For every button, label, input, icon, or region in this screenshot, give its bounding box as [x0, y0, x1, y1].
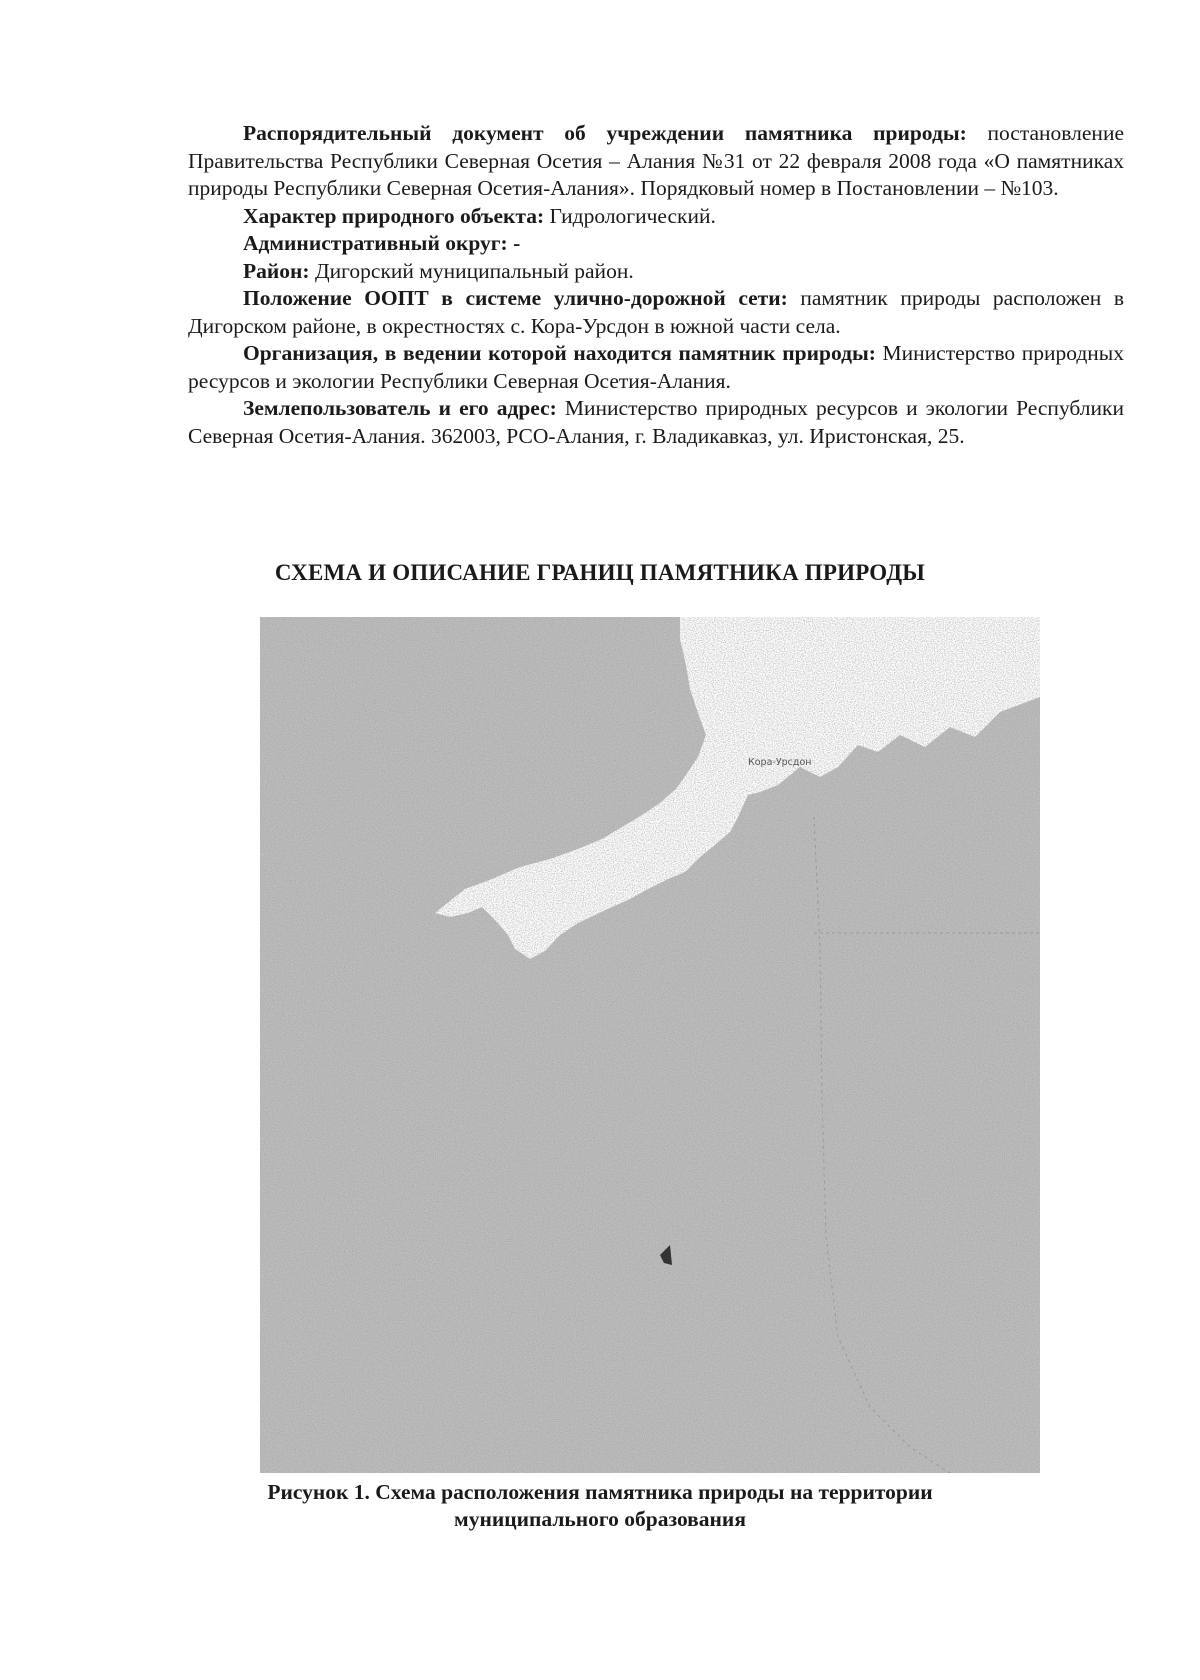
- text-organization: Министерство природных ресурсов и экологии Республики Северная Осетия-Алания.: [188, 341, 1125, 393]
- paragraph-land-user: [188, 395, 1124, 450]
- figure-caption: [0, 1479, 1200, 1533]
- document-body: [188, 120, 1124, 450]
- paragraph-decree: [188, 120, 1124, 203]
- text-decree: постановление Правительства Республики Северная Осетия – Алания №31 от 22 февраля 2008 года «О памятниках природы Республики Северная Осетия-Алания». Порядковый номер в Постановлении – №103.: [188, 121, 1124, 200]
- map-texture: [260, 617, 1040, 1473]
- label-organization: Организация, в ведении которой находится памятник природы:: [243, 341, 876, 365]
- text-land-user: Министерство природных ресурсов и экологии Республики Северная Осетия-Алания. 362003, РСО-Алания, г. Владикавказ, ул. Иристонская, 25.: [188, 396, 1124, 448]
- map-place-label: Кора-Урсдон: [748, 757, 812, 768]
- section-title: СХЕМА И ОПИСАНИЕ ГРАНИЦ ПАМЯТНИКА ПРИРОДЫ: [274, 560, 926, 585]
- paragraph-object-type: [188, 203, 1124, 231]
- paragraph-organization: [188, 340, 1124, 395]
- text-location: памятник природы расположен в Дигорском районе, в окрестностях с. Кора-Урсдон в южной части села.: [188, 286, 1124, 338]
- label-location: Положение ООПТ в системе улично-дорожной сети:: [243, 286, 788, 310]
- text-object-type: Гидрологический.: [544, 203, 716, 228]
- label-admin-district: Административный округ: -: [243, 231, 521, 255]
- map-graphic: [260, 617, 1040, 1473]
- caption-line-1: Рисунок 1. Схема расположения памятника природы на территории: [267, 1480, 933, 1504]
- paragraph-district: [188, 258, 1124, 286]
- text-district: Дигорский муниципальный район.: [309, 258, 634, 283]
- label-land-user: Землепользователь и его адрес:: [243, 396, 557, 420]
- caption-line-2: муниципального образования: [454, 1507, 746, 1531]
- label-district: Район:: [243, 258, 310, 283]
- paragraph-location: [188, 285, 1124, 340]
- label-object-type: Характер природного объекта:: [243, 203, 545, 228]
- paragraph-admin-district: [188, 230, 1124, 258]
- location-map: [260, 617, 1040, 1473]
- label-decree: Распорядительный документ об учреждении памятника природы:: [243, 121, 967, 145]
